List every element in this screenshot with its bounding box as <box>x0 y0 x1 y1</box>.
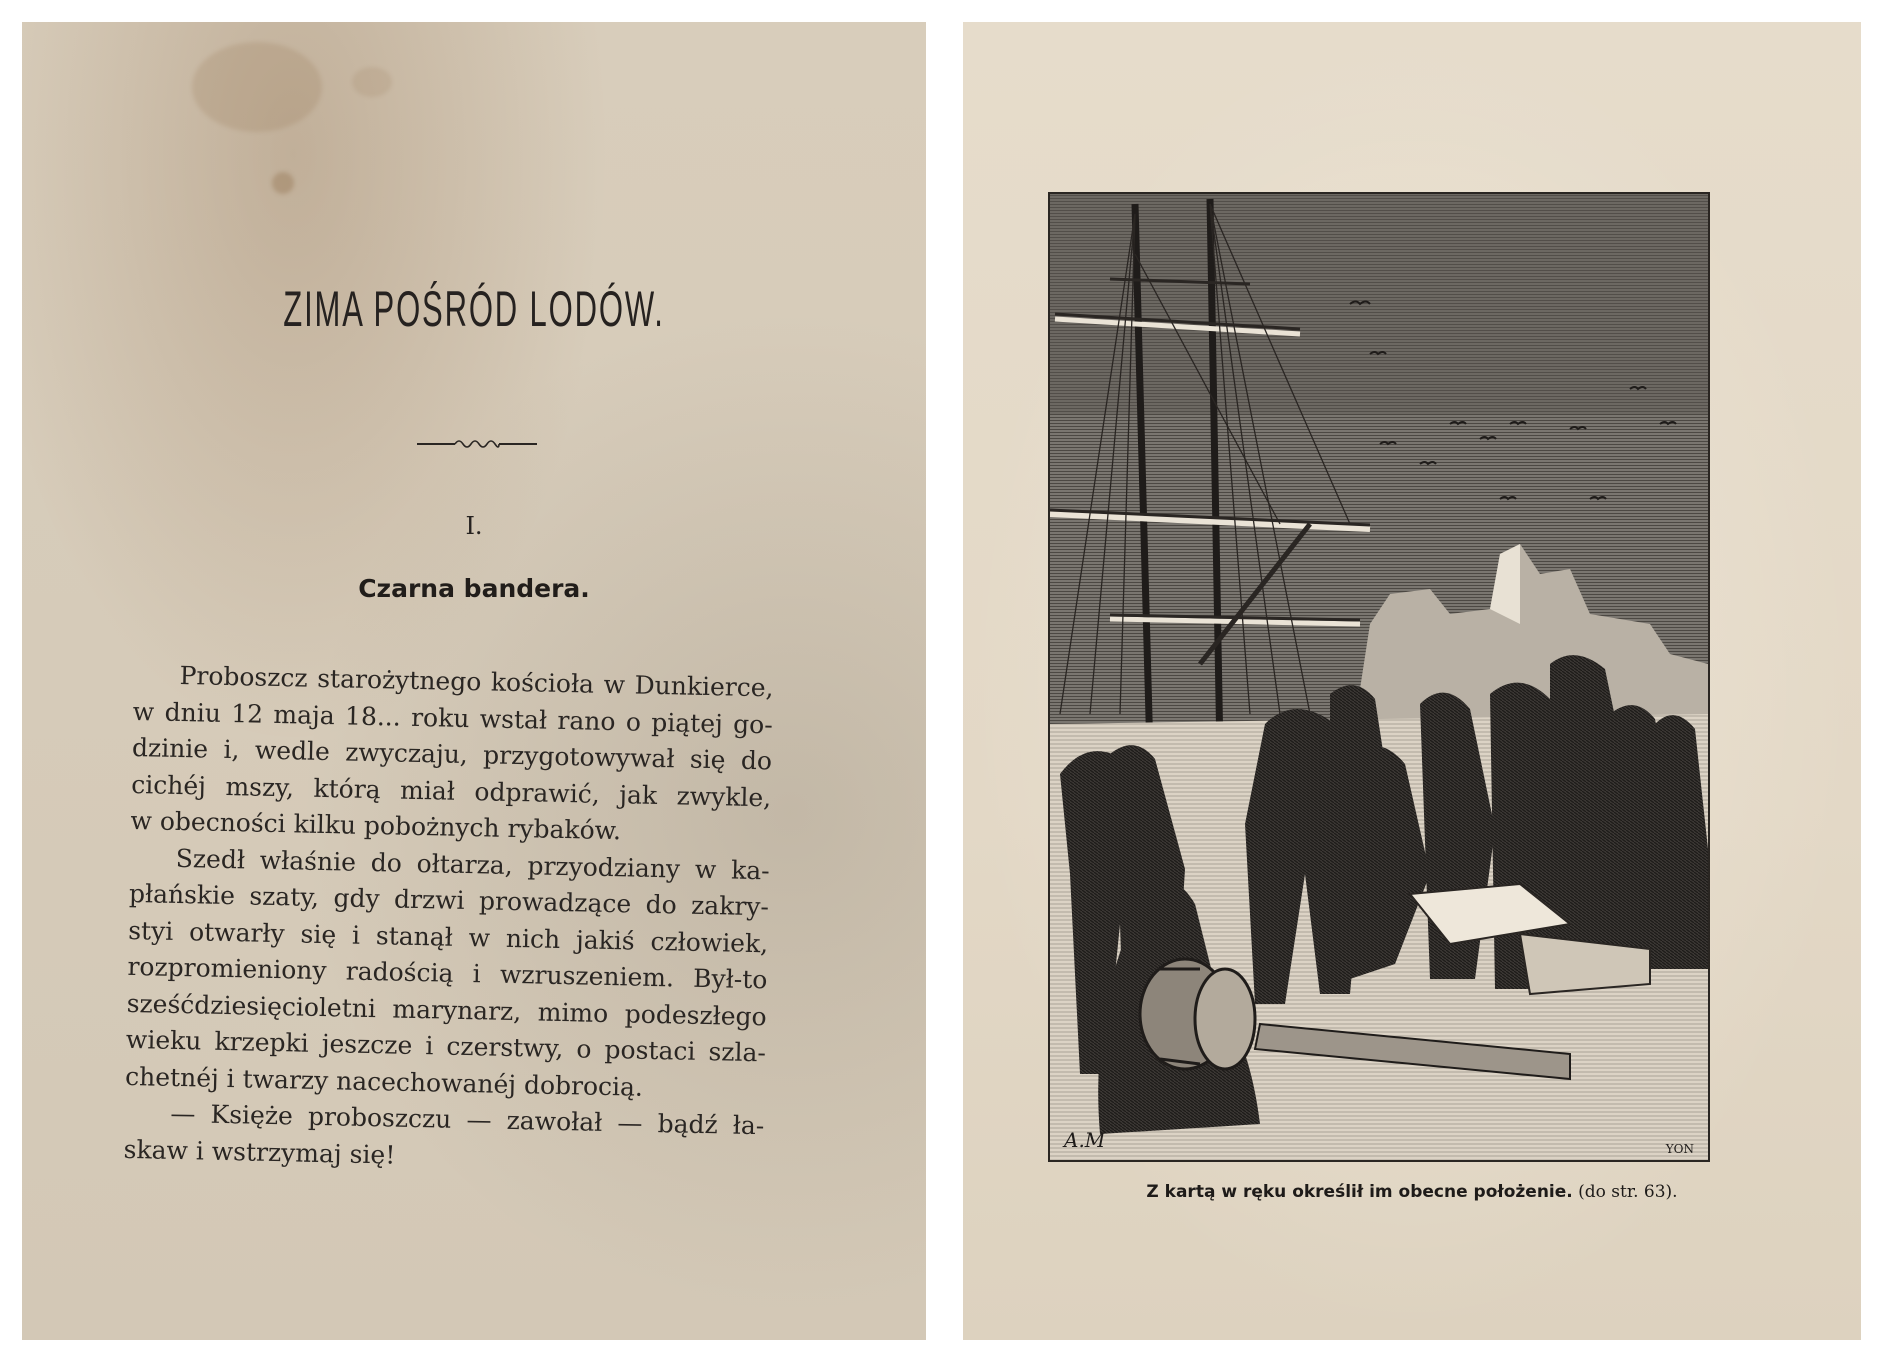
paper-stain <box>272 172 294 194</box>
text-line: styi otwarły się i stanął w nich jakiś człowiek, <box>127 915 769 958</box>
left-page <box>22 22 926 1340</box>
right-page <box>963 22 1861 1340</box>
caption-main-text: Z kartą w ręku określił im obecne położenie. <box>1146 1182 1573 1202</box>
text-line: w dniu 12 maja 18... roku wstał rano o piątej go- <box>132 696 774 739</box>
text-line: rozpromieniony radością i wzruszeniem. Był-to <box>127 951 768 995</box>
text-line: sześćdziesięcioletni marynarz, mimo podeszłego <box>126 988 767 1031</box>
engraver-signature-left: A.M <box>1064 1128 1106 1152</box>
chapter-number: I. <box>465 512 483 540</box>
text-line: wieku krzepki jeszcze i czerstwy, o postaci szla- <box>125 1024 767 1068</box>
chapter-body-text <box>123 657 774 1181</box>
caption-page-reference: (do str. 63). <box>1578 1182 1678 1202</box>
chapter-title: Czarna bandera. <box>358 574 590 603</box>
text-line: cichéj mszy, którą miał odprawić, jak zwykle, <box>131 769 772 812</box>
text-line: w obecności kilku pobożnych rybaków. <box>130 805 622 846</box>
text-line: chetnéj i twarzy nacechowanéj dobrocią. <box>124 1061 644 1102</box>
text-line: Proboszcz starożytnego kościoła w Dunkierce, <box>179 660 774 703</box>
text-line: płańskie szaty, gdy drzwi prowadzące do zakry- <box>128 878 770 922</box>
paper-stain <box>192 42 322 132</box>
engraving-illustration <box>1048 192 1710 1162</box>
ornament-divider <box>417 434 537 454</box>
engraver-signature-right: YON <box>1665 1142 1694 1156</box>
text-line: skaw i wstrzymaj się! <box>123 1134 396 1170</box>
text-line: dzinie i, wedle zwyczaju, przygotowywał się do <box>131 732 773 776</box>
illustration-caption <box>963 1182 1861 1202</box>
book-title: ZIMA POŚRÓD LODÓW. <box>283 281 665 337</box>
paper-stain <box>352 67 392 97</box>
text-line: Szedł właśnie do ołtarza, przyodziany w ka- <box>175 843 770 885</box>
text-line: — Księże proboszczu — zawołał — bądź ła- <box>170 1098 765 1141</box>
